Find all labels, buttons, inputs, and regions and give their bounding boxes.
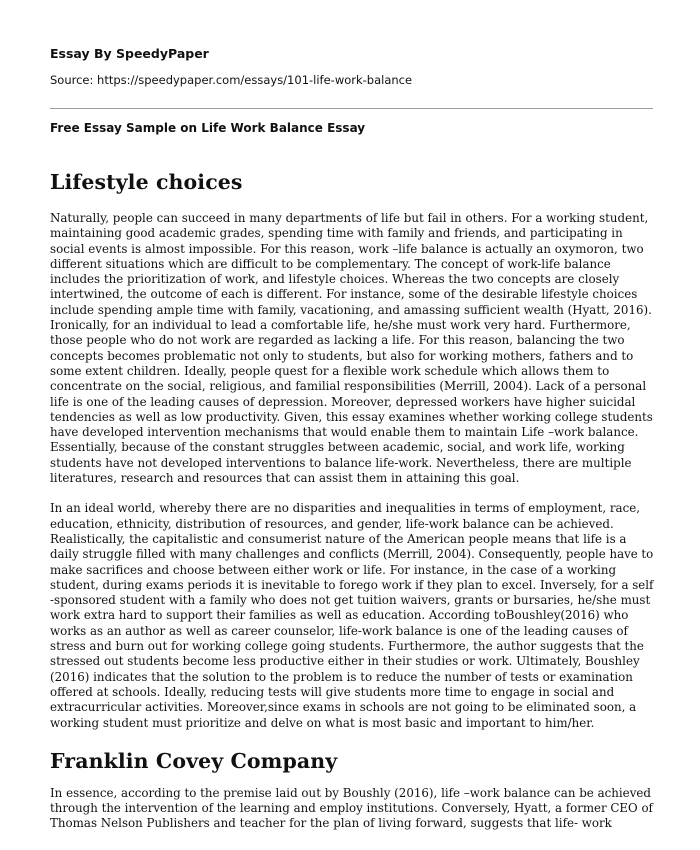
essay-body [50,167,653,847]
text-line: includes the prioritization of work, and lifestyle choices. Whereas the two concepts are closely [50,272,620,287]
text-line: Ironically, for an individual to lead a comfortable life, he/she must work very hard. Furthermore, [50,318,631,333]
body-paragraph [50,786,653,832]
text-line: work extra hard to support their families as well as education. According toBoushley(2016) who [50,608,629,623]
text-line: life is one of the leading causes of depression. Moreover, depressed workers have higher suicidal [50,394,636,409]
text-line: Realistically, the capitalistic and consumerist nature of the American people means that life is a [50,531,627,546]
text-line: extracurricular activities. Moreover,since exams in schools are not going to be eliminated soon, a [50,700,637,715]
text-line: (2016) indicates that the solution to the problem is to reduce the number of tests or examination [50,669,633,684]
text-line: through the intervention of the learning and employ institutions. Conversely, Hyatt, a former CEO of [50,801,653,816]
text-line: social events is almost impossible. For this reason, work –life balance is actually an oxymoron, two [50,241,644,256]
text-line: literatures, research and resources that can assist them in attaining this goal. [50,471,520,486]
text-line: In essence, according to the premise laid out by Boushly (2016), life –work balance can be achieved [50,785,651,800]
text-line: those people who do not work are regarded as lacking a life. For this reason, balancing the two [50,333,625,348]
section-heading-lifestyle-choices: Lifestyle choices [50,170,243,194]
text-line: daily struggle filled with many challenges and conflicts (Merrill, 2004). Consequently, people have to [50,547,654,562]
header-divider [50,108,653,109]
section-heading-franklin-covey: Franklin Covey Company [50,748,338,773]
text-line: education, ethnicity, distribution of resources, and gender, life-work balance can be achieved. [50,516,614,531]
text-line: Essentially, because of the constant struggles between academic, social, and work life, working [50,440,625,455]
body-paragraph [50,501,653,730]
text-line: some extent children. Ideally, people quest for a flexible work schedule which allows them to [50,363,610,378]
site-title: Essay By SpeedyPaper [50,46,209,61]
text-line: concepts becomes problematic not only to students, but also for working mothers, fathers and to [50,348,634,363]
text-line: -sponsored student with a family who does not get tuition waivers, grants or bursaries, he/she must [50,593,651,608]
text-line: offered at schools. Ideally, reducing tests will give students more time to engage in social and [50,684,615,699]
text-line: student, during exams periods it is inevitable to forego work if they plan to excel. Inversely, for a self [50,577,654,592]
text-line: make sacrifices and choose between either work or life. For instance, in the case of a working [50,562,617,577]
text-line: different situations which are difficult to be complementary. The concept of work-life balance [50,256,611,271]
text-line: works as an author as well as career counselor, life-work balance is one of the leading causes of [50,623,628,638]
essay-title: Free Essay Sample on Life Work Balance Essay [50,121,366,135]
body-paragraph [50,211,653,486]
text-line: Naturally, people can succeed in many departments of life but fail in others. For a working student, [50,211,649,225]
text-line: intertwined, the outcome of each is different. For instance, some of the desirable lifestyle choices [50,287,638,302]
source-url: Source: https://speedypaper.com/essays/101-life-work-balance [50,73,413,87]
text-line: stress and burn out for working college going students. Furthermore, the author suggests that the [50,639,644,654]
text-line: tendencies as well as low productivity. Given, this essay examines whether working college students [50,409,653,424]
text-line: working student must prioritize and delve on what is most basic and important to him/her. [50,715,595,730]
text-line: concentrate on the social, religious, and familial responsibilities (Merrill, 2004). Lack of a personal [50,379,647,394]
text-line: stressed out students become less productive either in their studies or work. Ultimately, Boushley [50,654,640,669]
text-line: include spending ample time with family, vacationing, and amassing sufficient wealth (Hyatt, 2016). [50,302,652,317]
text-line: maintaining good academic grades, spending time with family and friends, and participating in [50,226,623,241]
text-line: In an ideal world, whereby there are no disparities and inequalities in terms of employment, race, [50,501,641,516]
text-line: Thomas Nelson Publishers and teacher for the plan of living forward, suggests that life- work [50,816,612,831]
text-line: have developed intervention mechanisms that would enable them to maintain Life –work balance. [50,425,639,440]
text-line: students have not developed interventions to balance life-work. Nevertheless, there are multiple [50,455,632,470]
